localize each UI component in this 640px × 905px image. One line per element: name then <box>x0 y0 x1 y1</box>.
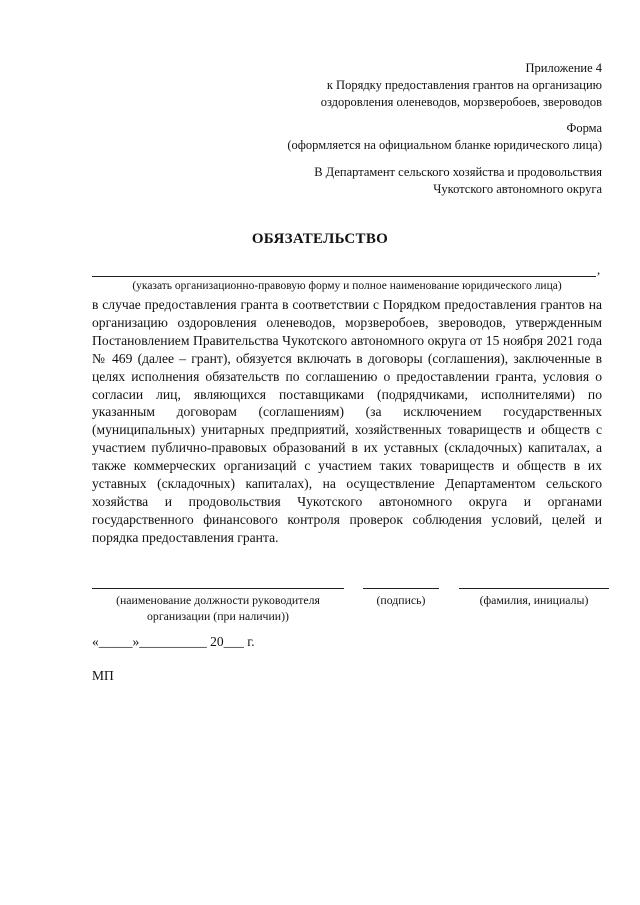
appendix-reference: к Порядку предоставления грантов на организацию <box>326 78 602 92</box>
position-line <box>92 587 344 589</box>
appendix-block <box>321 60 602 111</box>
appendix-reference-cont: оздоровления оленеводов, морзверобоев, звероводов <box>320 95 602 109</box>
appendix-number: Приложение 4 <box>525 61 602 75</box>
signature-caption: (подпись) <box>376 593 426 607</box>
addressee-line1: В Департамент сельского хозяйства и продовольствия <box>314 165 602 179</box>
entity-name-caption: (указать организационно-правовую форму и полное наименование юридического лица) <box>132 280 562 292</box>
obligation-text: в случае предоставления гранта в соответствии с Порядком предоставления грантов на организацию оздоровления оленеводов, морзверобоев, звероводов, утвержденным Постановлением Правительства Чукотского автономного округа от 15 ноября 2021 года № 469 (далее – грант), обязуется включать в договоры (соглашения), заключенные в целях исполнения обязательств по соглашению о предоставлении гранта, условия о согласии лиц, являющихся поставщиками (подрядчиками, исполнителями) по указанным договорам (соглашениям) (за исключением государственных (муниципальных) унитарных предприятий, хозяйственных товариществ и обществ с участием публично-правовых образований в их уставных (складочных) капиталах, а также коммерческих организаций с участием таких товариществ и обществ в их уставных (складочных) капиталах), на осуществление Департаментом сельского хозяйства и продовольствия Чукотского автономного округа и органами государственного финансового контроля проверок соблюдения условий, целей и порядка предоставления гранта. <box>92 297 602 545</box>
entity-comma: , <box>597 262 601 277</box>
form-block <box>287 120 602 154</box>
stamp-place: МП <box>92 668 114 683</box>
form-note: (оформляется на официальном бланке юридического лица) <box>287 138 602 152</box>
entity-name-line <box>92 270 596 277</box>
signature-line <box>363 587 439 589</box>
addressee-line2: Чукотского автономного округа <box>433 182 602 196</box>
date-line: «_____»__________ 20___ г. <box>92 634 255 649</box>
addressee-block <box>314 164 602 198</box>
position-caption-line2: организации (при наличии)) <box>147 609 289 623</box>
document-title: ОБЯЗАТЕЛЬСТВО <box>251 231 389 247</box>
position-caption-line1: (наименование должности руководителя <box>116 593 320 607</box>
name-caption: (фамилия, инициалы) <box>479 593 589 607</box>
form-label: Форма <box>566 121 602 135</box>
position-caption <box>92 592 344 624</box>
name-line <box>459 587 609 589</box>
